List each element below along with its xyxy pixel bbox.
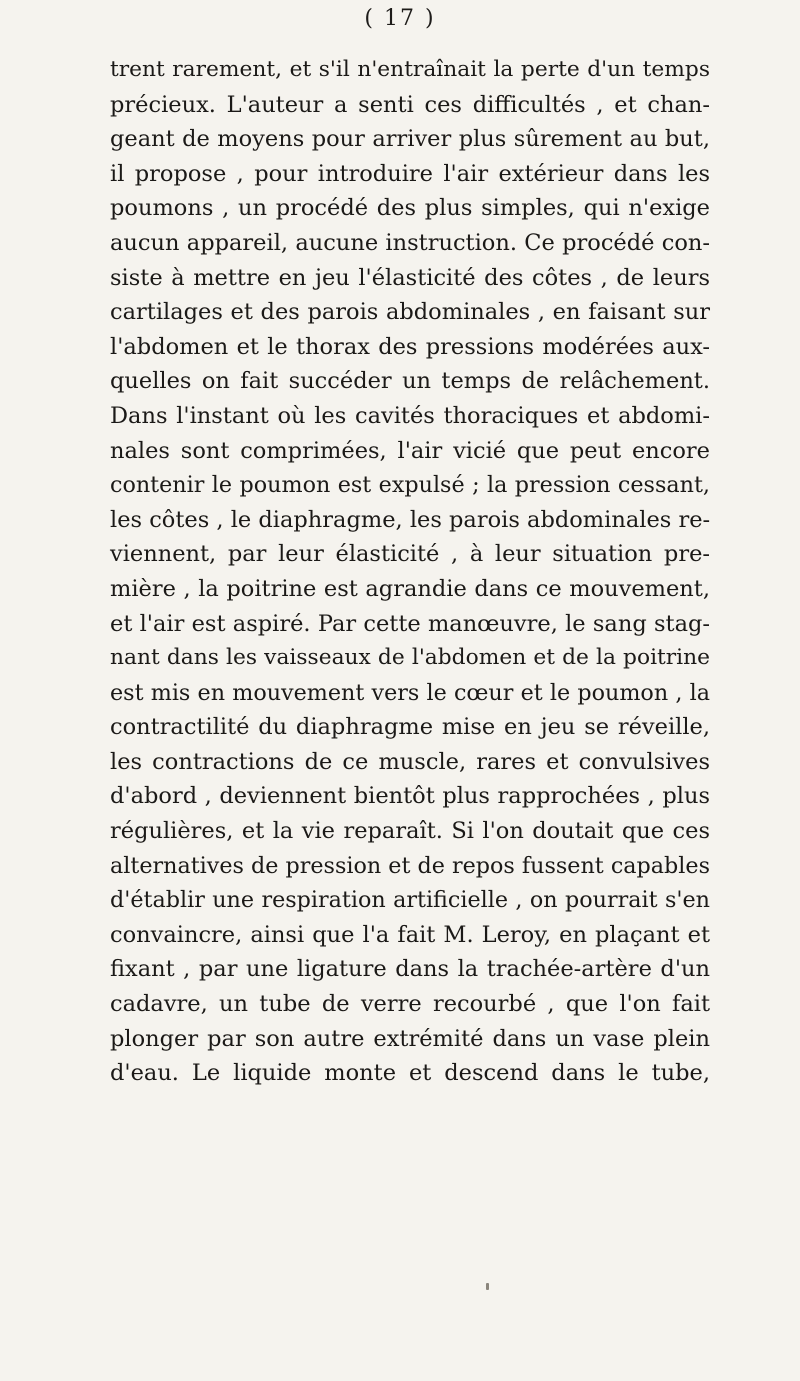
text-line: Dans l'instant où les cavités thoraciques et abdomi- [110,402,710,429]
text-line: d'abord , deviennent bientôt plus rapprochées , plus [110,783,710,810]
text-line: alternatives de pression et de repos fussent capables [110,852,710,879]
text-line: siste à mettre en jeu l'élasticité des côtes , de leurs [110,264,710,291]
text-line: aucun appareil, aucune instruction. Ce procédé con- [110,229,710,256]
text-line: les côtes , le diaphragme, les parois abdominales re- [110,506,711,533]
text-line: régulières, et la vie reparaît. Si l'on doutait que ces [110,818,710,845]
text-line: contractilité du diaphragme mise en jeu se réveille, [110,714,710,741]
text-line: plonger par son autre extrémité dans un vase plein [110,1025,710,1052]
text-line: il propose , pour introduire l'air extérieur dans les [110,160,710,187]
text-line: mière , la poitrine est agrandie dans ce mouvement, [110,575,710,602]
text-line: cartilages et des parois abdominales , en faisant sur [110,299,710,326]
text-line: précieux. L'auteur a senti ces difficultés , et chan- [110,91,710,118]
paper-speck [486,1283,489,1290]
text-line: geant de moyens pour arriver plus sûrement au but, [110,126,710,153]
body-text [110,53,710,1091]
text-line: nant dans les vaisseaux de l'abdomen et de la poitrine [110,645,710,671]
text-line: d'eau. Le liquide monte et descend dans le tube, [110,1060,710,1087]
text-line: convaincre, ainsi que l'a fait M. Leroy, en plaçant et [110,921,710,948]
text-line: l'abdomen et le thorax des pressions modérées aux- [110,333,710,360]
text-line: trent rarement, et s'il n'entraînait la perte d'un temps [110,57,710,82]
text-line: les contractions de ce muscle, rares et convulsives [110,748,710,775]
text-line: quelles on fait succéder un temps de relâchement. [110,368,710,395]
text-line: viennent, par leur élasticité , à leur situation pre- [110,541,710,568]
text-line: poumons , un procédé des plus simples, qui n'exige [110,195,710,222]
text-line: nales sont comprimées, l'air vicié que peut encore [110,437,710,464]
page-number: ( 17 ) [364,6,436,31]
text-line: d'établir une respiration artificielle , on pourrait s'en [110,887,710,914]
text-line: est mis en mouvement vers le cœur et le poumon , la [110,679,710,706]
text-line: cadavre, un tube de verre recourbé , que l'on fait [110,991,710,1018]
text-line: et l'air est aspiré. Par cette manœuvre, le sang stag- [110,610,710,637]
text-line: contenir le poumon est expulsé ; la pression cessant, [110,472,710,499]
text-line: fixant , par une ligature dans la trachée-artère d'un [110,956,710,983]
